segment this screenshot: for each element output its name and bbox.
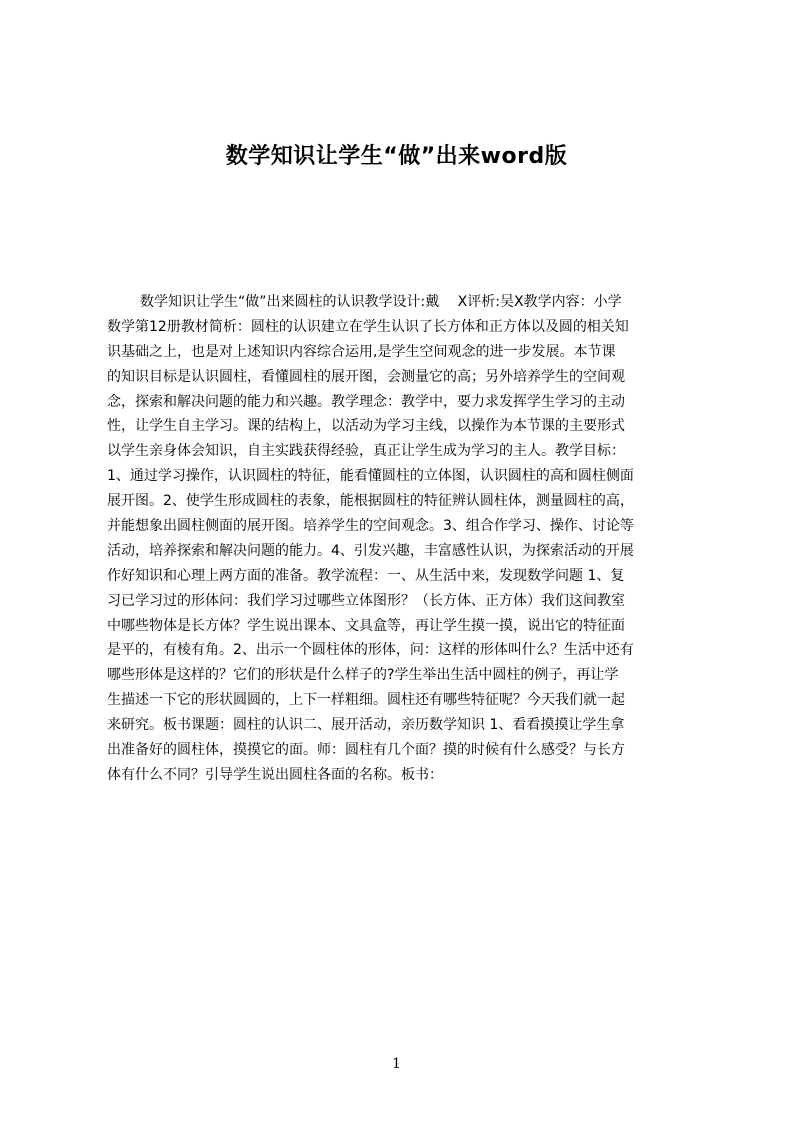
- body-line: 来研究。板书课题：圆柱的认识二、展开活动，亲历数学知识 1、看看摸摸让学生拿: [107, 717, 625, 734]
- body-line: 活动，培养探索和解决问题的能力。4、引发兴趣，丰富感性认识，为探索活动的开展: [107, 542, 634, 559]
- body-line: 念，探索和解决问题的能力和兴趣。教学理念：教学中，要力求发挥学生学习的主动: [107, 393, 625, 410]
- body-line: 并能想象出圆柱侧面的展开图。培养学生的空间观念。3、组合作学习、操作、讨论等: [107, 518, 634, 535]
- page-number: 1: [392, 1056, 401, 1072]
- body-line: 识基础之上，也是对上述知识内容综合运用,是学生空间观念的进一步发展。本节课: [107, 343, 616, 360]
- body-line: 哪些形体是这样的？它们的形状是什么样子的?学生举出生活中圆柱的例子，再让学: [107, 667, 619, 684]
- body-line: 数学知识让学生“做”出来圆柱的认识教学设计:戴 X评析:吴X教学内容：小学: [140, 294, 622, 310]
- body-line: 出准备好的圆柱体，摸摸它的面。师：圆柱有几个面？摸的时候有什么感受？与长方: [107, 742, 625, 759]
- body-line: 生描述一下它的形状圆圆的，上下一样粗细。圆柱还有哪些特征呢？今天我们就一起: [107, 692, 625, 709]
- body-line: 性，让学生自主学习。课的结构上，以活动为学习主线，以操作为本节课的主要形式: [107, 418, 625, 435]
- body-line: 数学第12册教材简析：圆柱的认识建立在学生认识了长方体和正方体以及圆的相关知: [107, 318, 629, 335]
- body-line: 展开图。2、使学生形成圆柱的表象，能根据圆柱的特征辨认圆柱体，测量圆柱的高，: [107, 493, 634, 510]
- body-text: [107, 290, 696, 788]
- body-line: 习已学习过的形体问：我们学习过哪些立体图形？（长方体、正方体）我们这间教室: [107, 592, 625, 609]
- body-line: 以学生亲身体会知识，自主实践获得经验，真正让学生成为学习的主人。教学目标：: [107, 443, 625, 460]
- body-line: 是平的，有棱有角。2、出示一个圆柱体的形体，问：这样的形体叫什么？生活中还有: [107, 642, 634, 659]
- body-line: 作好知识和心理上两方面的准备。教学流程：一、从生活中来，发现数学问题 1、复: [107, 567, 625, 584]
- body-line: 中哪些物体是长方体？学生说出课本、文具盒等，再让学生摸一摸，说出它的特征面: [107, 617, 625, 634]
- body-line: 的知识目标是认识圆柱，看懂圆柱的展开图，会测量它的高；另外培养学生的空间观: [107, 368, 625, 385]
- body-line: 1、通过学习操作，认识圆柱的特征，能看懂圆柱的立体图，认识圆柱的高和圆柱侧面: [107, 468, 634, 485]
- document-title: 数学知识让学生“做”出来word版: [225, 144, 568, 169]
- body-line: 体有什么不同？引导学生说出圆柱各面的名称。板书：: [107, 766, 443, 783]
